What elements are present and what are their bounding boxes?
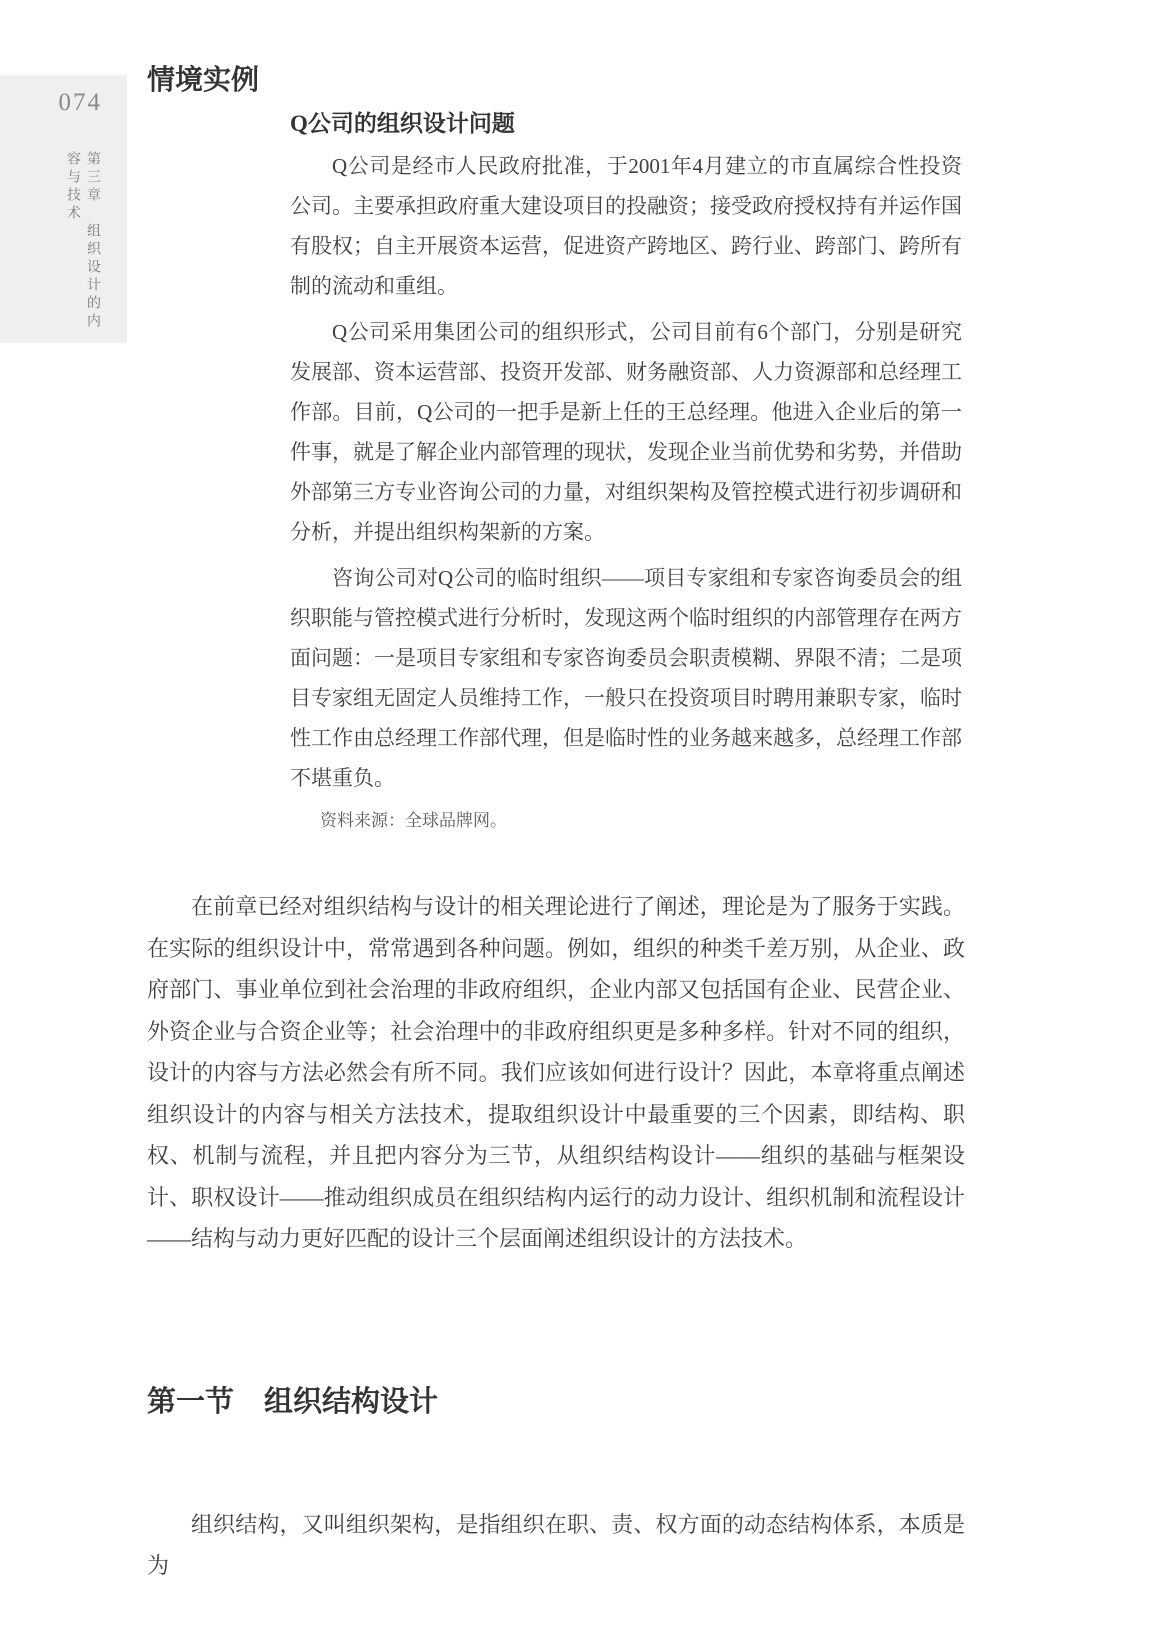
section-number: 第一节 bbox=[147, 1385, 235, 1418]
case-source-note: 资料来源：全球品牌网。 bbox=[320, 811, 507, 830]
margin-chapter-tab bbox=[0, 75, 127, 343]
case-title: Q公司的组织设计问题 bbox=[290, 111, 515, 136]
section-heading bbox=[147, 1384, 965, 1420]
page-content bbox=[147, 64, 965, 1586]
section-title: 组织结构设计 bbox=[264, 1385, 439, 1418]
case-paragraph: Q公司是经市人民政府批准，于2001年4月建立的市直属综合性投资公司。主要承担政府重大建设项目的投融资；接受政府授权持有并运作国有股权；自主开展资本运营，促进资产跨地区、跨行业、跨部门、跨所有制的流动和重组。 bbox=[290, 154, 962, 298]
chapter-label: 第三章 组织设计的内容与技术 bbox=[65, 151, 100, 331]
case-paragraph: Q公司采用集团公司的组织形式，公司目前有6个部门，分别是研究发展部、资本运营部、投资开发部、财务融资部、人力资源部和总经理工作部。目前，Q公司的一把手是新上任的王总经理。他进入企业后的第一件事，就是了解企业内部管理的现状，发现企业当前优势和劣势，并借助外部第三方专业咨询公司的力量，对组织架构及管控模式进行初步调研和分析，并提出组织构架新的方案。 bbox=[290, 320, 962, 544]
page-number: 074 bbox=[58, 89, 102, 116]
case-paragraph: 咨询公司对Q公司的临时组织——项目专家组和专家咨询委员会的组织职能与管控模式进行分析时，发现这两个临时组织的内部管理存在两方面问题：一是项目专家组和专家咨询委员会职责模糊、界限不清；二是项目专家组无固定人员维持工作，一般只在投资项目时聘用兼职专家，临时性工作由总经理工作部代理，但是临时性的业务越来越多，总经理工作部不堪重负。 bbox=[290, 566, 962, 790]
intro-paragraph: 在前章已经对组织结构与设计的相关理论进行了阐述，理论是为了服务于实践。在实际的组织设计中，常常遇到各种问题。例如，组织的种类千差万别，从企业、政府部门、事业单位到社会治理的非政府组织，企业内部又包括国有企业、民营企业、外资企业与合资企业等；社会治理中的非政府组织更是多种多样。针对不同的组织，设计的内容与方法必然会有所不同。我们应该如何进行设计？因此，本章将重点阐述组织设计的内容与相关方法技术，提取组织设计中最重要的三个因素，即结构、职权、机制与流程，并且把内容分为三节，从组织结构设计——组织的基础与框架设计、职权设计——推动组织成员在组织结构内运行的动力设计、组织机制和流程设计——结构与动力更好匹配的设计三个层面阐述组织设计的方法技术。 bbox=[147, 894, 965, 1251]
case-study-block bbox=[290, 108, 962, 834]
case-section-heading: 情境实例 bbox=[147, 65, 260, 96]
opening-paragraph: 组织结构，又叫组织架构，是指组织在职、责、权方面的动态结构体系，本质是为 bbox=[147, 1511, 965, 1578]
